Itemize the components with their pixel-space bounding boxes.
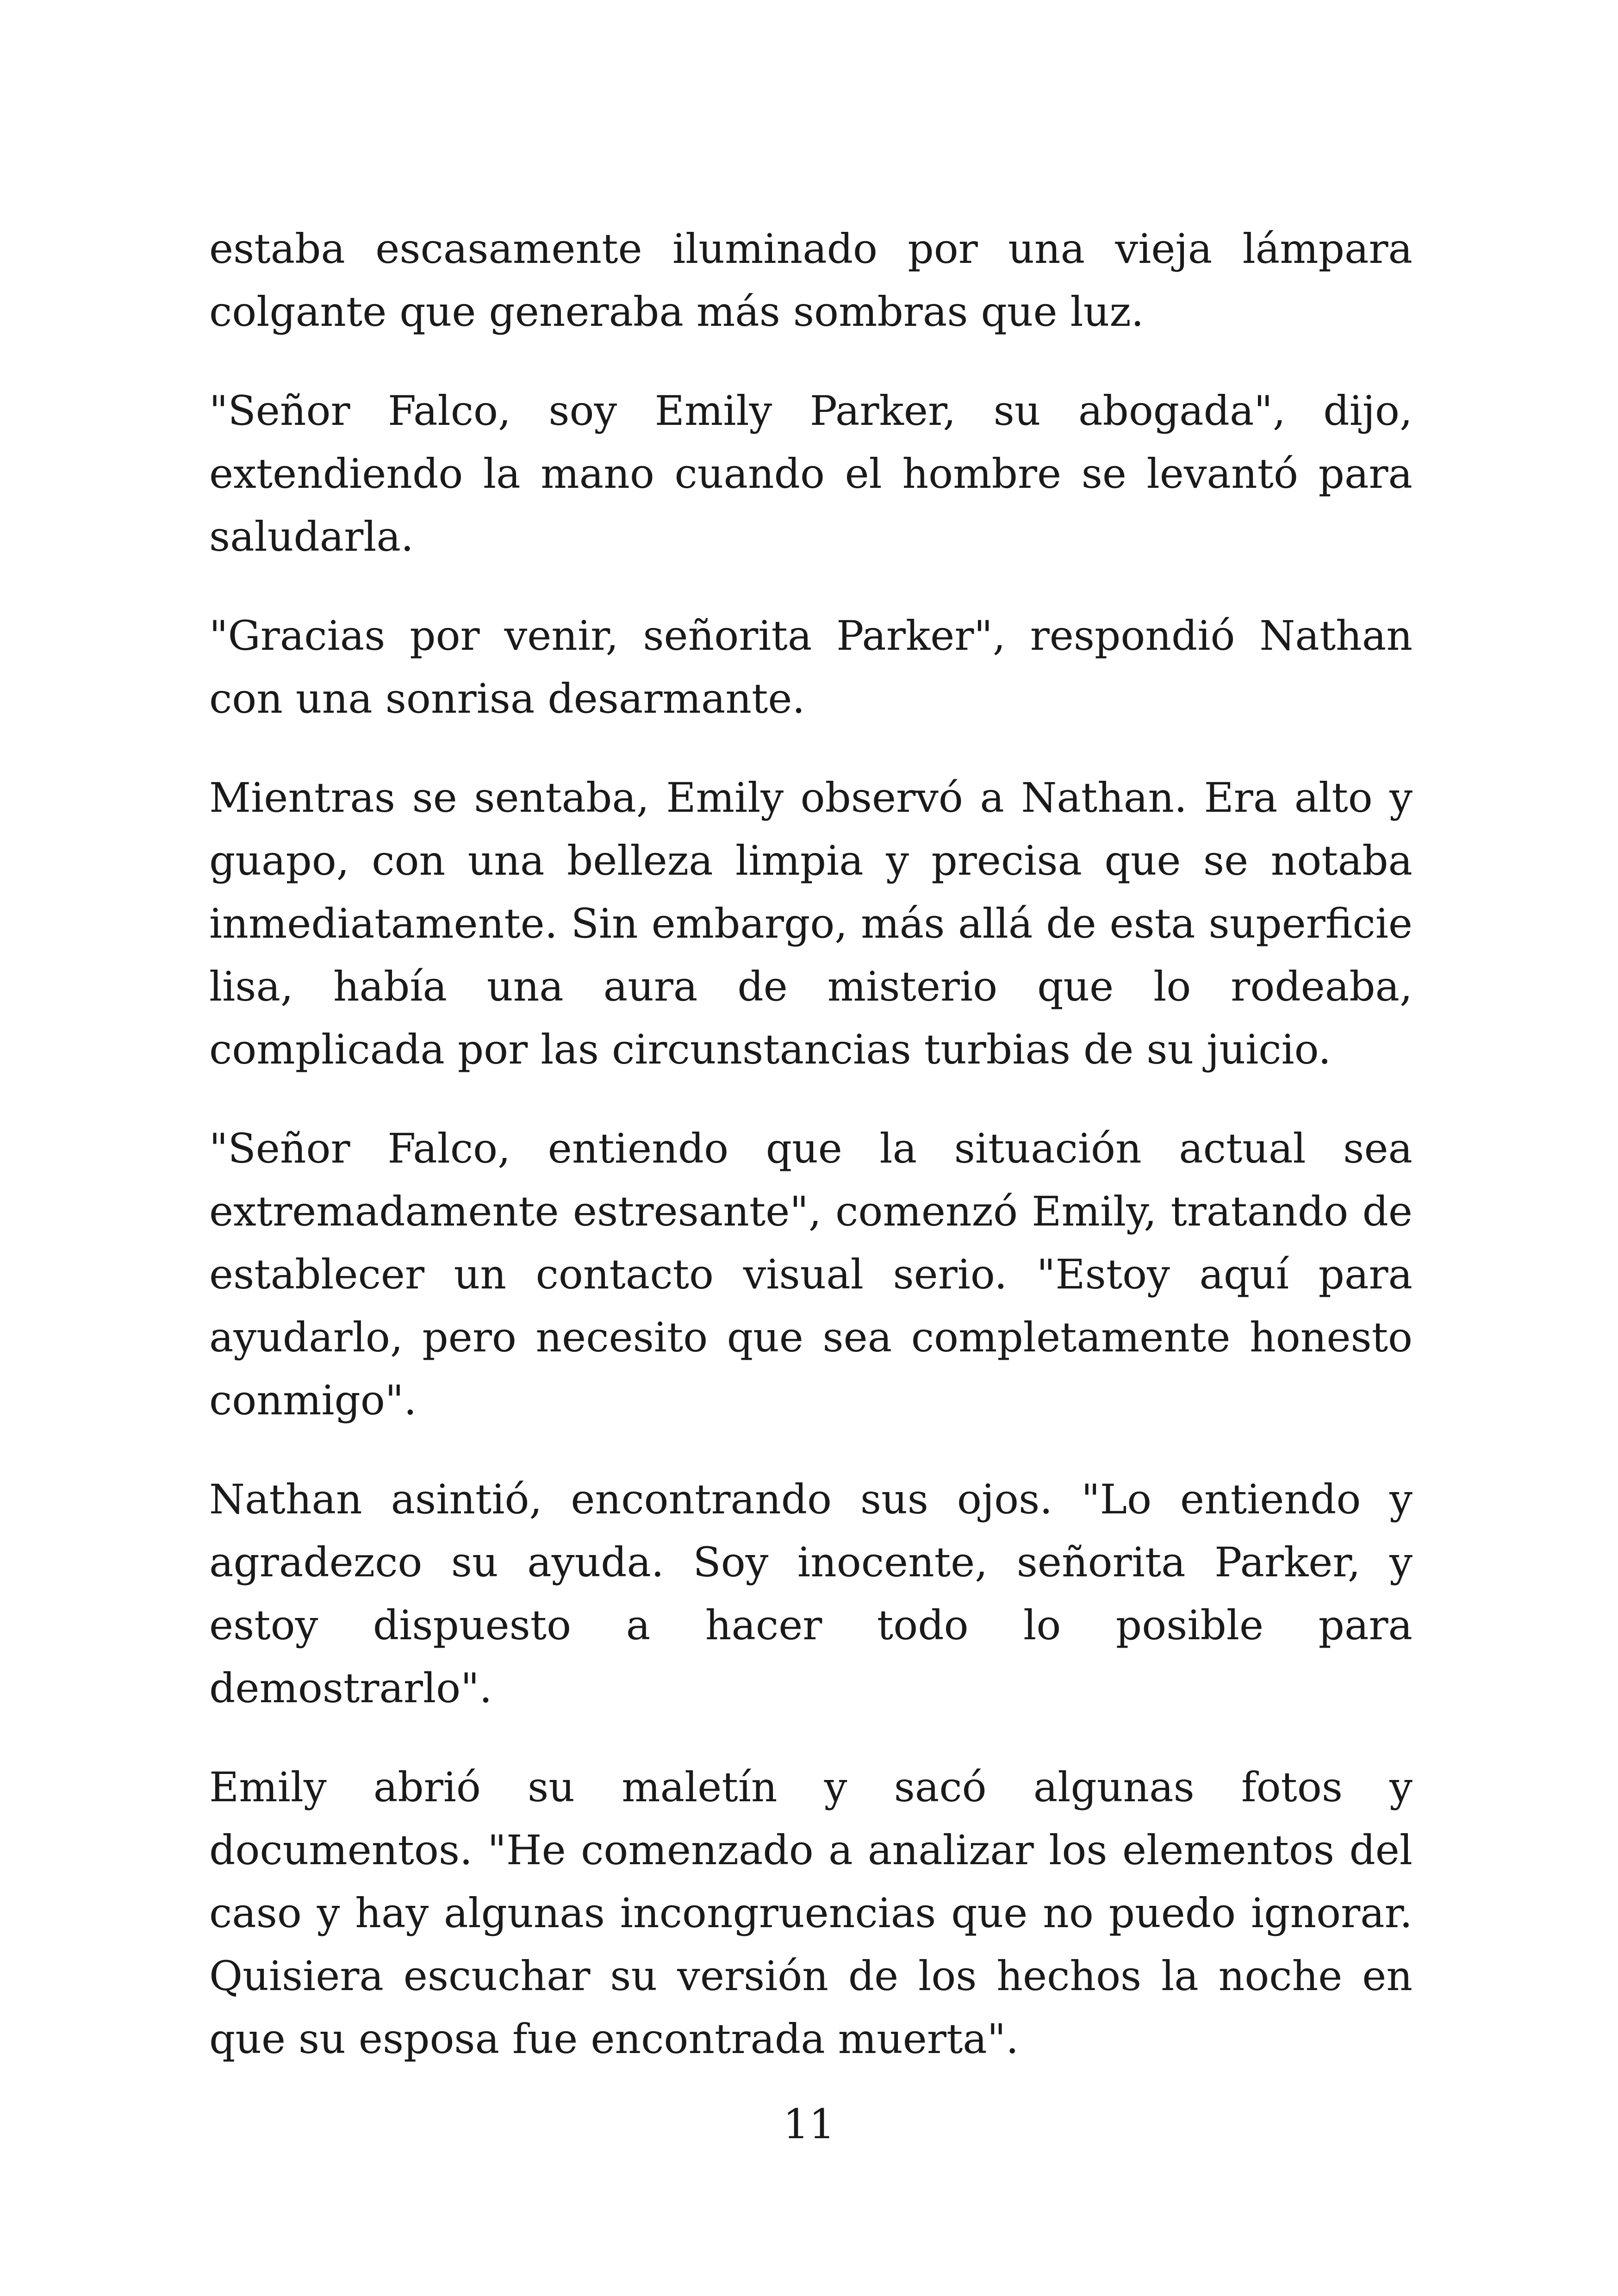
paragraph-2: "Señor Falco, soy Emily Parker, su abogada", dijo, extendiendo la mano cuando el hombre se levantó para saludarla. [209,387,1413,560]
page-number: 11 [783,2100,835,2148]
paragraph-7: Emily abrió su maletín y sacó algunas fotos y documentos. "He comenzado a analizar los elementos del caso y hay algunas incongruencias que no puedo ignorar. Quisiera escuchar su versión de los hechos la noche en que su esposa fue encontrada muerta". [209,1763,1413,2063]
paragraph-1: estaba escasamente iluminado por una vieja lámpara colgante que generaba más sombras que luz. [209,225,1413,336]
body-text [209,218,1413,2107]
paragraph-6: Nathan asintió, encontrando sus ojos. "Lo entiendo y agradezco su ayuda. Soy inocente, señorita Parker, y estoy dispuesto a hacer todo lo posible para demostrarlo". [209,1475,1413,1712]
paragraph-3: "Gracias por venir, señorita Parker", respondió Nathan con una sonrisa desarmante. [209,612,1413,722]
paragraph-5: "Señor Falco, entiendo que la situación actual sea extremadamente estresante", comenzó Emily, tratando de establecer un contacto visual serio. "Estoy aquí para ayudarlo, pero necesito que sea completamente honesto conmigo". [209,1125,1413,1424]
paragraph-4: Mientras se sentaba, Emily observó a Nathan. Era alto y guapo, con una belleza limpia y precisa que se notaba inmediatamente. Sin embargo, más allá de esta superficie lisa, había una aura de misterio que lo rodeaba, complicada por las circunstancias turbias de su juicio. [209,774,1413,1073]
